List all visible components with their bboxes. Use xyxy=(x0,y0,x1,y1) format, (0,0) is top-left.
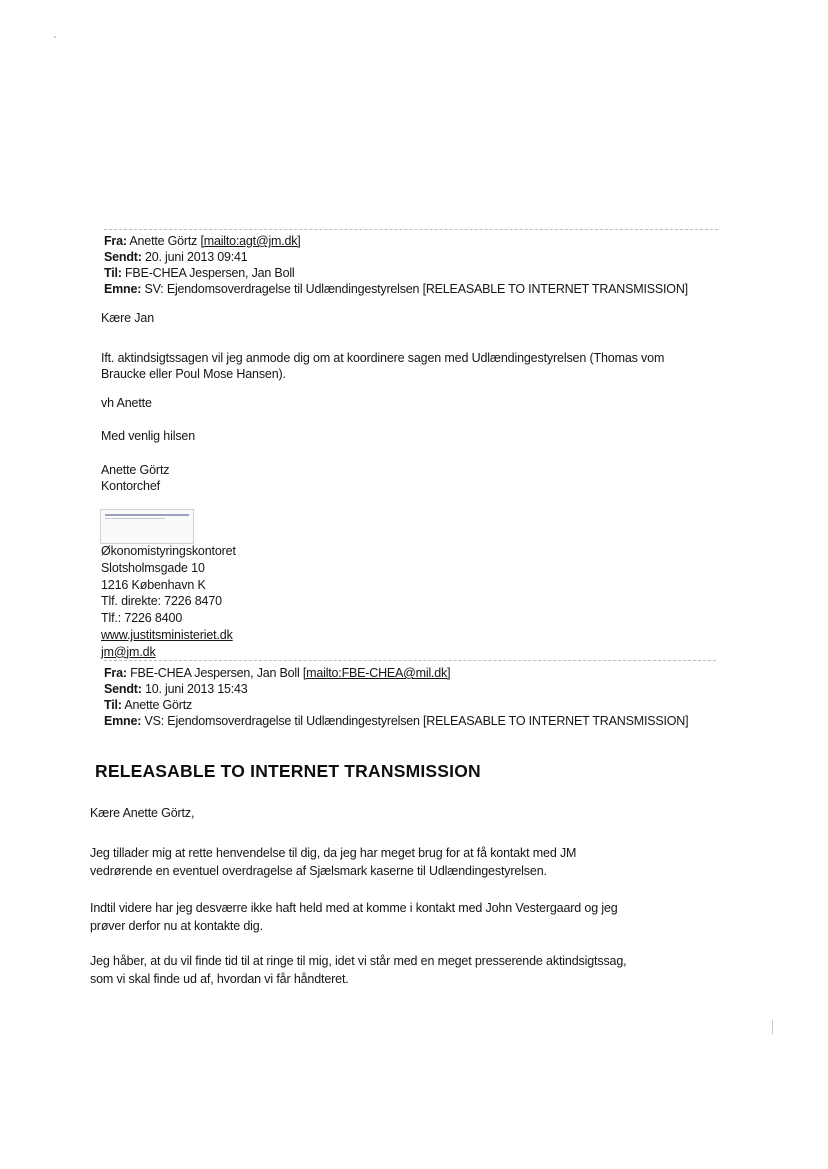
scan-speck xyxy=(54,36,56,38)
from-label: Fra: xyxy=(104,666,127,680)
email1-signoff: vh Anette xyxy=(101,396,152,410)
email1-signature xyxy=(101,462,721,494)
email1-body xyxy=(101,350,721,382)
from-label: Fra: xyxy=(104,234,127,248)
header-divider xyxy=(104,229,718,230)
body-line: Braucke eller Poul Mose Hansen). xyxy=(101,367,286,381)
email2-paragraph-2 xyxy=(90,899,730,935)
subject-label: Emne: xyxy=(104,714,142,728)
sent-date: 10. juni 2013 15:43 xyxy=(144,682,248,696)
signature-title: Kontorchef xyxy=(101,479,160,493)
body-line: vedrørende en eventuel overdragelse af Sjælsmark kaserne til Udlændingestyrelsen. xyxy=(90,864,547,878)
email2-to-row xyxy=(104,697,724,713)
subject-text: SV: Ejendomsoverdragelse til Udlændingestyrelsen [RELEASABLE TO INTERNET TRANSMISSION] xyxy=(144,282,688,296)
website-link[interactable]: www.justitsministeriet.dk xyxy=(101,627,233,642)
sent-label: Sendt: xyxy=(104,682,142,696)
email1-greeting: Kære Jan xyxy=(101,311,154,325)
body-line: Indtil videre har jeg desværre ikke haft held med at komme i kontakt med John Vestergaard og jeg xyxy=(90,901,618,915)
sent-label: Sendt: xyxy=(104,250,142,264)
office-name: Økonomistyringskontoret xyxy=(101,544,236,558)
main-phone: Tlf.: 7226 8400 xyxy=(101,611,183,626)
email2-header xyxy=(104,665,724,729)
scan-edge-mark xyxy=(772,1020,773,1034)
street-address: Slotsholmsgade 10 xyxy=(101,560,205,575)
email1-sent-row xyxy=(104,249,724,265)
email1-from-row xyxy=(104,233,724,249)
subject-label: Emne: xyxy=(104,282,142,296)
email2-paragraph-1 xyxy=(90,844,730,880)
direct-phone: Tlf. direkte: 7226 8470 xyxy=(101,594,222,609)
ministry-logo-image xyxy=(100,509,194,544)
subject-text: VS: Ejendomsoverdragelse til Udlændingestyrelsen [RELEASABLE TO INTERNET TRANSMISSION] xyxy=(144,714,689,728)
classification-banner: RELEASABLE TO INTERNET TRANSMISSION xyxy=(95,761,481,781)
signature-name: Anette Görtz xyxy=(101,463,170,477)
to-label: Til: xyxy=(104,266,122,280)
email2-subject-row xyxy=(104,713,724,729)
city-address: 1216 København K xyxy=(101,577,206,592)
from-name: FBE-CHEA Jespersen, Jan Boll xyxy=(130,666,300,680)
message-divider xyxy=(104,660,716,661)
email-link[interactable]: jm@jm.dk xyxy=(101,644,156,659)
body-line: Jeg tillader mig at rette henvendelse til dig, da jeg har meget brug for at få kontakt med JM xyxy=(90,846,577,860)
email2-greeting: Kære Anette Görtz, xyxy=(90,806,195,820)
body-line: Ift. aktindsigtssagen vil jeg anmode dig om at koordinere sagen med Udlændingestyrelsen (Thomas vom xyxy=(101,351,665,365)
email2-from-row xyxy=(104,665,724,681)
to-name: FBE-CHEA Jespersen, Jan Boll xyxy=(125,266,295,280)
email1-subject-row xyxy=(104,281,724,297)
email2-paragraph-3 xyxy=(90,952,730,988)
body-line: Jeg håber, at du vil finde tid til at ringe til mig, idet vi står med en meget presserende aktindsigtssag, xyxy=(90,954,627,968)
to-label: Til: xyxy=(104,698,122,712)
email1-contact-block xyxy=(101,543,721,661)
email1-header xyxy=(104,233,724,297)
body-line: som vi skal finde ud af, hvordan vi får håndteret. xyxy=(90,972,349,986)
to-name: Anette Görtz xyxy=(124,698,193,712)
email1-closing: Med venlig hilsen xyxy=(101,429,196,443)
from-mailto-link[interactable]: [mailto:FBE-CHEA@mil.dk] xyxy=(302,666,451,680)
from-mailto-link[interactable]: [mailto:agt@jm.dk] xyxy=(200,234,301,248)
email1-to-row xyxy=(104,265,724,281)
body-line: prøver derfor nu at kontakte dig. xyxy=(90,919,263,933)
sent-date: 20. juni 2013 09:41 xyxy=(144,250,248,264)
email2-sent-row xyxy=(104,681,724,697)
from-name: Anette Görtz xyxy=(129,234,198,248)
